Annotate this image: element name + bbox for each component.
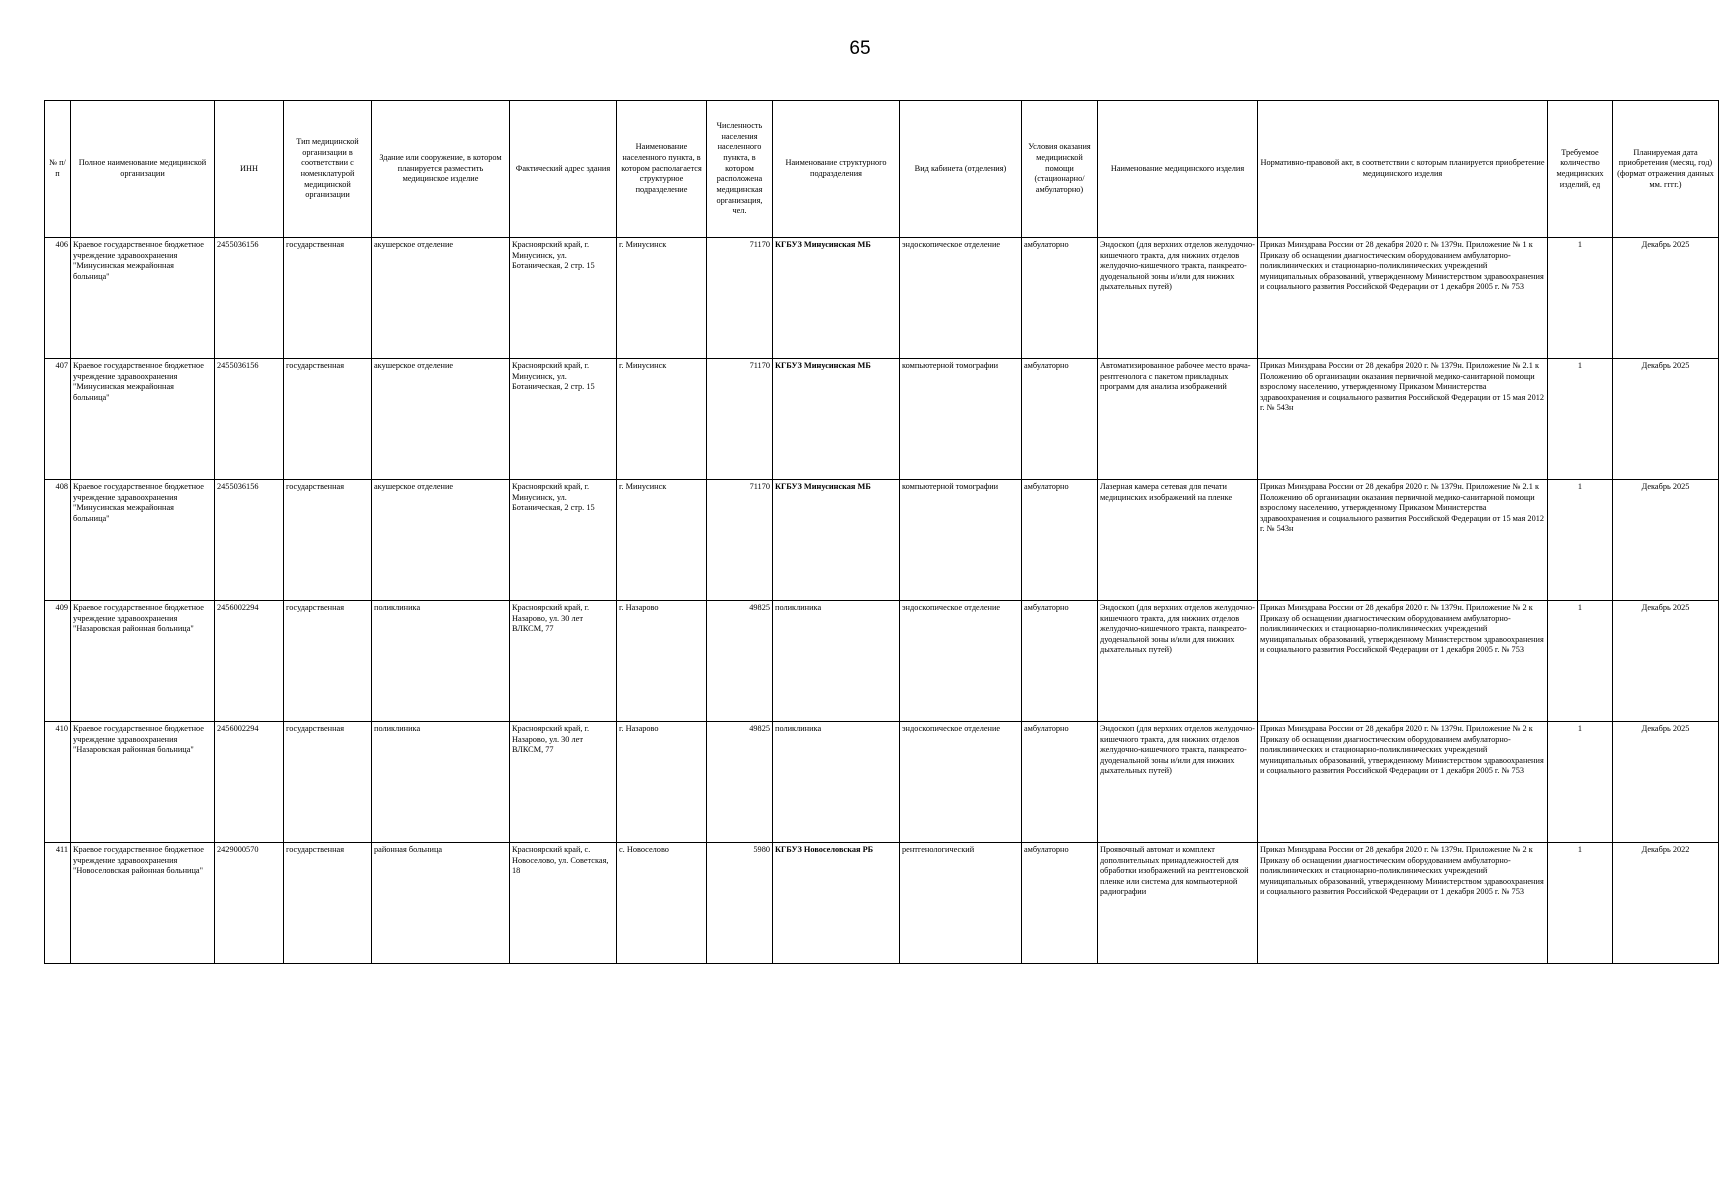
cell-quantity: 1 xyxy=(1548,601,1613,722)
cell-address: Красноярский край, г. Минусинск, ул. Ботаническая, 2 стр. 15 xyxy=(510,359,617,480)
cell-building: поликлиника xyxy=(372,722,510,843)
cell-settlement: г. Назарово xyxy=(617,601,707,722)
header-cabinet: Вид кабинета (отделения) xyxy=(900,101,1022,238)
cell-settlement: г. Минусинск xyxy=(617,480,707,601)
cell-address: Красноярский край, с. Новоселово, ул. Советская, 18 xyxy=(510,843,617,964)
cell-inn: 2456002294 xyxy=(215,601,284,722)
cell-settlement: г. Минусинск xyxy=(617,359,707,480)
cell-planned-date: Декабрь 2025 xyxy=(1613,722,1719,843)
cell-org-name: Краевое государственное бюджетное учреждение здравоохранения "Минусинская межрайонная больница" xyxy=(71,480,215,601)
cell-planned-date: Декабрь 2025 xyxy=(1613,601,1719,722)
header-conditions: Условия оказания медицинской помощи (стационарно/ амбулаторно) xyxy=(1022,101,1098,238)
cell-org-name: Краевое государственное бюджетное учреждение здравоохранения "Назаровская районная больница" xyxy=(71,601,215,722)
header-planned-date: Планируемая дата приобретения (месяц, год) (формат отражения данных мм. гггг.) xyxy=(1613,101,1719,238)
cell-inn: 2456002294 xyxy=(215,722,284,843)
cell-cabinet: эндоскопическое отделение xyxy=(900,601,1022,722)
cell-conditions: амбулаторно xyxy=(1022,843,1098,964)
cell-conditions: амбулаторно xyxy=(1022,359,1098,480)
cell-settlement: г. Минусинск xyxy=(617,238,707,359)
cell-unit: поликлиника xyxy=(773,722,900,843)
cell-planned-date: Декабрь 2025 xyxy=(1613,238,1719,359)
header-device: Наименование медицинского изделия xyxy=(1098,101,1258,238)
cell-quantity: 1 xyxy=(1548,238,1613,359)
cell-org-name: Краевое государственное бюджетное учреждение здравоохранения "Минусинская межрайонная больница" xyxy=(71,238,215,359)
cell-org-type: государственная xyxy=(284,722,372,843)
header-inn: ИНН xyxy=(215,101,284,238)
cell-org-name: Краевое государственное бюджетное учреждение здравоохранения "Минусинская межрайонная больница" xyxy=(71,359,215,480)
cell-settlement: г. Назарово xyxy=(617,722,707,843)
cell-population: 71170 xyxy=(707,359,773,480)
cell-legal-act: Приказ Минздрава России от 28 декабря 2020 г. № 1379н. Приложение № 2 к Приказу об оснащении диагностическим оборудованием амбулаторно-поликлинических и стационарно-поликлинических учреждений муниципальных образований, утвержденному Министерством здравоохранения и социального развития Российской Федерации от 1 декабря 2005 г. № 753 xyxy=(1258,843,1548,964)
cell-quantity: 1 xyxy=(1548,843,1613,964)
cell-org-name: Краевое государственное бюджетное учреждение здравоохранения "Назаровская районная больница" xyxy=(71,722,215,843)
cell-planned-date: Декабрь 2025 xyxy=(1613,480,1719,601)
cell-device: Эндоскоп (для верхних отделов желудочно-кишечного тракта, для нижних отделов желудочно-кишечного тракта, панкреато-дуоденальной зоны и/или для нижних дыхательных путей) xyxy=(1098,601,1258,722)
cell-address: Красноярский край, г. Минусинск, ул. Ботаническая, 2 стр. 15 xyxy=(510,238,617,359)
cell-building: акушерское отделение xyxy=(372,480,510,601)
cell-building: акушерское отделение xyxy=(372,238,510,359)
cell-legal-act: Приказ Минздрава России от 28 декабря 2020 г. № 1379н. Приложение № 2.1 к Положению об организации оказания первичной медико-санитарной помощи взрослому населению, утвержденному Приказом Министерства здравоохранения и социального развития Российской Федерации от 15 мая 2012 г. № 543н xyxy=(1258,359,1548,480)
cell-device: Эндоскоп (для верхних отделов желудочно-кишечного тракта, для нижних отделов желудочно-кишечного тракта, панкреато-дуоденальной зоны и/или для нижних дыхательных путей) xyxy=(1098,238,1258,359)
cell-num: 406 xyxy=(45,238,71,359)
cell-org-type: государственная xyxy=(284,238,372,359)
cell-population: 49825 xyxy=(707,722,773,843)
cell-org-type: государственная xyxy=(284,359,372,480)
cell-unit: КГБУЗ Минусинская МБ xyxy=(773,238,900,359)
cell-org-name: Краевое государственное бюджетное учреждение здравоохранения "Новоселовская районная больница" xyxy=(71,843,215,964)
cell-cabinet: эндоскопическое отделение xyxy=(900,238,1022,359)
cell-inn: 2455036156 xyxy=(215,238,284,359)
cell-unit: поликлиника xyxy=(773,601,900,722)
cell-device: Автоматизированное рабочее место врача-рентгенолога с пакетом прикладных программ для анализа изображений xyxy=(1098,359,1258,480)
table-row xyxy=(45,722,1719,843)
cell-org-type: государственная xyxy=(284,843,372,964)
cell-conditions: амбулаторно xyxy=(1022,480,1098,601)
cell-population: 49825 xyxy=(707,601,773,722)
cell-address: Красноярский край, г. Назарово, ул. 30 лет ВЛКСМ, 77 xyxy=(510,601,617,722)
header-unit: Наименование структурного подразделения xyxy=(773,101,900,238)
cell-legal-act: Приказ Минздрава России от 28 декабря 2020 г. № 1379н. Приложение № 1 к Приказу об оснащении диагностическим оборудованием амбулаторно-поликлинических и стационарно-поликлинических учреждений муниципальных образований, утвержденному Министерством здравоохранения и социального развития Российской Федерации от 1 декабря 2005 г. № 753 xyxy=(1258,238,1548,359)
cell-address: Красноярский край, г. Назарово, ул. 30 лет ВЛКСМ, 77 xyxy=(510,722,617,843)
cell-inn: 2429000570 xyxy=(215,843,284,964)
header-org-name: Полное наименование медицинской организации xyxy=(71,101,215,238)
header-building: Здание или сооружение, в котором планируется разместить медицинское изделие xyxy=(372,101,510,238)
cell-cabinet: рентгенологический xyxy=(900,843,1022,964)
cell-cabinet: компьютерной томографии xyxy=(900,480,1022,601)
table-header-row xyxy=(45,101,1719,238)
cell-legal-act: Приказ Минздрава России от 28 декабря 2020 г. № 1379н. Приложение № 2 к Приказу об оснащении диагностическим оборудованием амбулаторно-поликлинических и стационарно-поликлинических учреждений муниципальных образований, утвержденному Министерством здравоохранения и социального развития Российской Федерации от 1 декабря 2005 г. № 753 xyxy=(1258,722,1548,843)
cell-cabinet: компьютерной томографии xyxy=(900,359,1022,480)
header-num: № п/п xyxy=(45,101,71,238)
cell-num: 411 xyxy=(45,843,71,964)
cell-unit: КГБУЗ Минусинская МБ xyxy=(773,359,900,480)
equipment-table xyxy=(44,100,1719,964)
cell-device: Проявочный автомат и комплект дополнительных принадлежностей для обработки изображений на рентгеновской пленке или система для компьютерной радиографии xyxy=(1098,843,1258,964)
table-row xyxy=(45,238,1719,359)
cell-planned-date: Декабрь 2025 xyxy=(1613,359,1719,480)
cell-settlement: с. Новоселово xyxy=(617,843,707,964)
header-legal-act: Нормативно-правовой акт, в соответствии с которым планируется приобретение медицинского изделия xyxy=(1258,101,1548,238)
cell-num: 407 xyxy=(45,359,71,480)
header-settlement: Наименование населенного пункта, в котором располагается структурное подразделение xyxy=(617,101,707,238)
cell-num: 409 xyxy=(45,601,71,722)
cell-population: 71170 xyxy=(707,238,773,359)
cell-inn: 2455036156 xyxy=(215,359,284,480)
header-address: Фактический адрес здания xyxy=(510,101,617,238)
cell-quantity: 1 xyxy=(1548,359,1613,480)
cell-address: Красноярский край, г. Минусинск, ул. Ботаническая, 2 стр. 15 xyxy=(510,480,617,601)
cell-device: Эндоскоп (для верхних отделов желудочно-кишечного тракта, для нижних отделов желудочно-кишечного тракта, панкреато-дуоденальной зоны и/или для нижних дыхательных путей) xyxy=(1098,722,1258,843)
header-quantity: Требуемое количество медицинских изделий, ед xyxy=(1548,101,1613,238)
cell-conditions: амбулаторно xyxy=(1022,601,1098,722)
cell-population: 71170 xyxy=(707,480,773,601)
cell-building: поликлиника xyxy=(372,601,510,722)
table-row xyxy=(45,359,1719,480)
cell-planned-date: Декабрь 2022 xyxy=(1613,843,1719,964)
table-row xyxy=(45,480,1719,601)
cell-unit: КГБУЗ Новоселовская РБ xyxy=(773,843,900,964)
cell-num: 408 xyxy=(45,480,71,601)
cell-device: Лазерная камера сетевая для печати медицинских изображений на пленке xyxy=(1098,480,1258,601)
cell-legal-act: Приказ Минздрава России от 28 декабря 2020 г. № 1379н. Приложение № 2 к Приказу об оснащении диагностическим оборудованием амбулаторно-поликлинических и стационарно-поликлинических учреждений муниципальных образований, утвержденному Министерством здравоохранения и социального развития Российской Федерации от 1 декабря 2005 г. № 753 xyxy=(1258,601,1548,722)
cell-org-type: государственная xyxy=(284,480,372,601)
cell-conditions: амбулаторно xyxy=(1022,238,1098,359)
cell-building: акушерское отделение xyxy=(372,359,510,480)
cell-org-type: государственная xyxy=(284,601,372,722)
cell-quantity: 1 xyxy=(1548,722,1613,843)
table-row xyxy=(45,601,1719,722)
cell-quantity: 1 xyxy=(1548,480,1613,601)
cell-inn: 2455036156 xyxy=(215,480,284,601)
cell-num: 410 xyxy=(45,722,71,843)
cell-conditions: амбулаторно xyxy=(1022,722,1098,843)
page-number: 65 xyxy=(849,38,871,59)
table-row xyxy=(45,843,1719,964)
cell-unit: КГБУЗ Минусинская МБ xyxy=(773,480,900,601)
header-org-type: Тип медицинской организации в соответствии с номенклатурой медицинской организации xyxy=(284,101,372,238)
cell-building: районная больница xyxy=(372,843,510,964)
cell-legal-act: Приказ Минздрава России от 28 декабря 2020 г. № 1379н. Приложение № 2.1 к Положению об организации оказания первичной медико-санитарной помощи взрослому населению, утвержденному Приказом Министерства здравоохранения и социального развития Российской Федерации от 15 мая 2012 г. № 543н xyxy=(1258,480,1548,601)
header-population: Численность населения населенного пункта, в котором расположена медицинская организация, чел. xyxy=(707,101,773,238)
cell-population: 5980 xyxy=(707,843,773,964)
cell-cabinet: эндоскопическое отделение xyxy=(900,722,1022,843)
